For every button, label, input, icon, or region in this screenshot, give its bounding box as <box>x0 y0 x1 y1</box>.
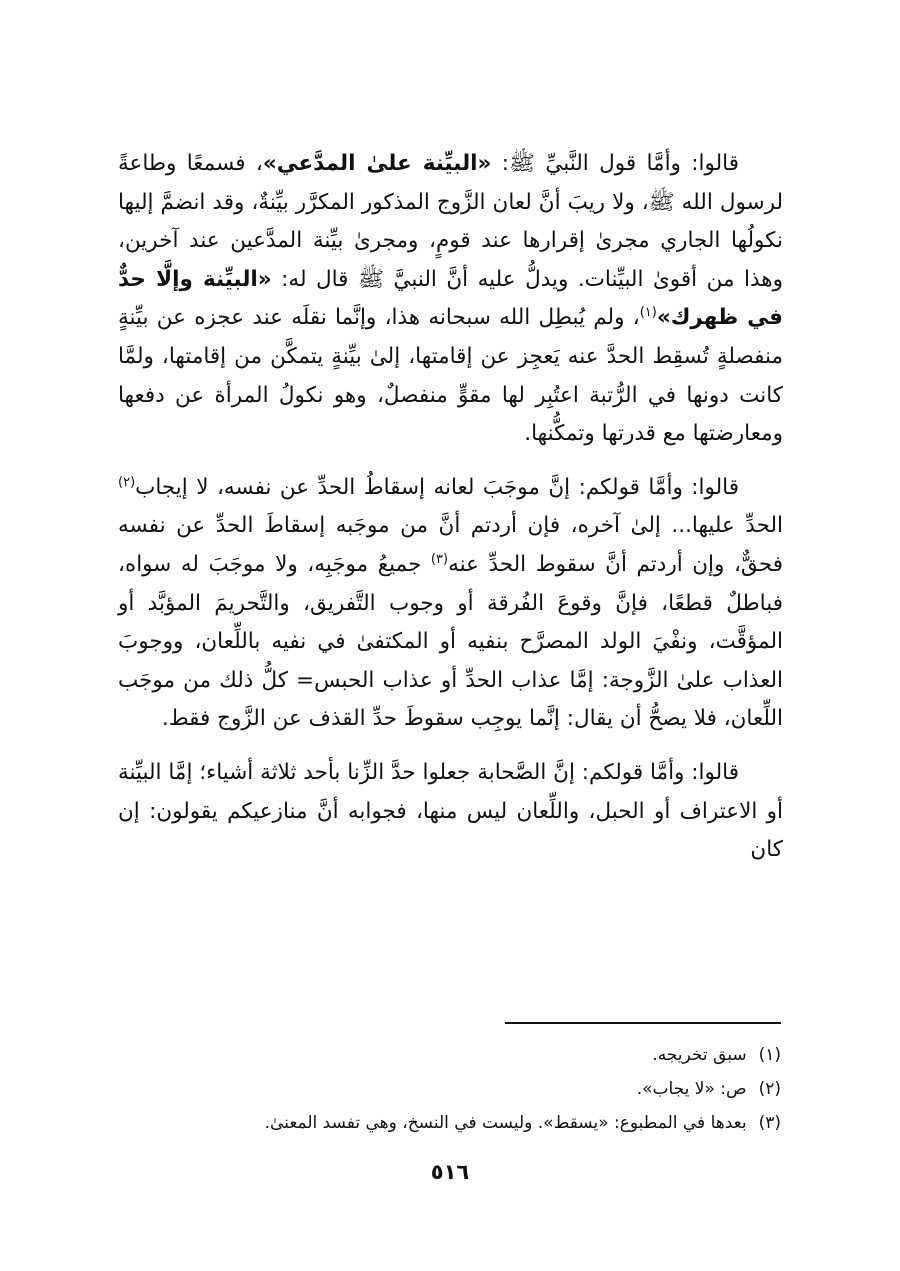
footnote-text: سبق تخريجه. <box>652 1045 747 1065</box>
paragraph <box>118 145 783 454</box>
footnote-text: ص: «لا يجاب». <box>636 1079 747 1099</box>
footnote <box>118 1072 781 1106</box>
footnote-text: بعدها في المطبوع: «يسقط». وليست في النسخ، وهي تفسد المعنىٰ. <box>264 1113 747 1133</box>
hadith-quote: «البيِّنة علىٰ المدَّعي» <box>262 151 492 176</box>
footnotes <box>118 1038 781 1140</box>
text-segment: ، ولم يُبطِل الله سبحانه هذا، وإنَّما نقلَه عند عجزه عن بيِّنةٍ منفصلةٍ تُسقِط الحدَّ عنه يَعجِز عن إقامتها، إلىٰ بيِّنةٍ يتمكَّن من إقامتها، ولمَّا كانت دونها في الرُّتبة اعتُبِر لها مقوٍّ منفصلٌ، وهو نكولُ المرأة عن دفعها ومعارضتها مع قدرتها وتمكُّنها. <box>118 305 783 447</box>
text-segment: جميعُ موجَبِه، ولا موجَبَ له سواه، فباطلٌ قطعًا، فإنَّ وقوعَ الفُرقة أو وجوب التَّفريق، والتَّحريمَ المؤبَّد أو المؤقَّت، ونفْيَ الولد المصرَّح بنفيه أو المكتفىٰ في نفيه باللِّعان، ووجوبَ العذاب علىٰ الزَّوجة: إمَّا عذاب الحدِّ أو عذاب الحبس= كلُّ ذلك من موجَب اللِّعان، فلا يصحُّ أن يقال: إنَّما يوجِب سقوطَ حدِّ القذف عن الزَّوج فقط. <box>118 551 783 732</box>
text-segment: قالوا: وأمَّا قولكم: إنَّ موجَبَ لعانه إسقاطُ الحدِّ عن نفسه، لا إيجاب <box>135 474 739 500</box>
footnote-reference: (٣) <box>430 551 449 567</box>
footnote-reference: (٢) <box>118 474 136 490</box>
paragraph <box>118 469 783 739</box>
text-segment: ، فسمعًا وطاعةً لرسول الله ﷺ، ولا ريبَ أنَّ لعان الزَّوج المذكور المكرَّر بيِّنةٌ، وقد انضمَّ إليها نكولُها الجاري مجرىٰ إقرارها عند قومٍ، ومجرىٰ بيِّنة المدَّعين عند آخرين، وهذا من أقوىٰ البيِّنات. ويدلُّ عليه أنَّ النبيَّ ﷺ قال له: <box>118 151 784 292</box>
text-segment: قالوا: وأمَّا قول النَّبيِّ ﷺ: <box>491 151 739 176</box>
paragraph <box>118 754 783 870</box>
main-text <box>118 145 783 885</box>
page-number: ٥١٦ <box>430 1160 470 1184</box>
footnote-reference: (١) <box>639 305 657 321</box>
text-segment: قالوا: وأمَّا قولكم: إنَّ الصَّحابة جعلوا حدَّ الزِّنا بأحد ثلاثة أشياء؛ إمَّا البيِّنة أو الاعتراف أو الحبل، واللِّعان ليس منها، فجوابه أنَّ منازعيكم يقولون: إن كان <box>118 759 783 863</box>
footnote-number: (٣) <box>758 1113 781 1133</box>
text-segment: الحدِّ عليها... إلىٰ آخره، فإن أردتم أنَّ من موجَبه إسقاطَ الحدِّ عن نفسه فحقٌّ، وإن أردتم أنَّ سقوط الحدِّ عنه <box>118 513 783 577</box>
footnote-number: (٢) <box>758 1079 781 1099</box>
footnote-separator <box>505 1022 781 1024</box>
footnote-number: (١) <box>758 1045 781 1065</box>
footnote <box>118 1038 781 1072</box>
footnote <box>118 1106 781 1140</box>
hadith-quote: «البيِّنة وإلَّا حدٌّ في ظهرك» <box>118 266 783 331</box>
